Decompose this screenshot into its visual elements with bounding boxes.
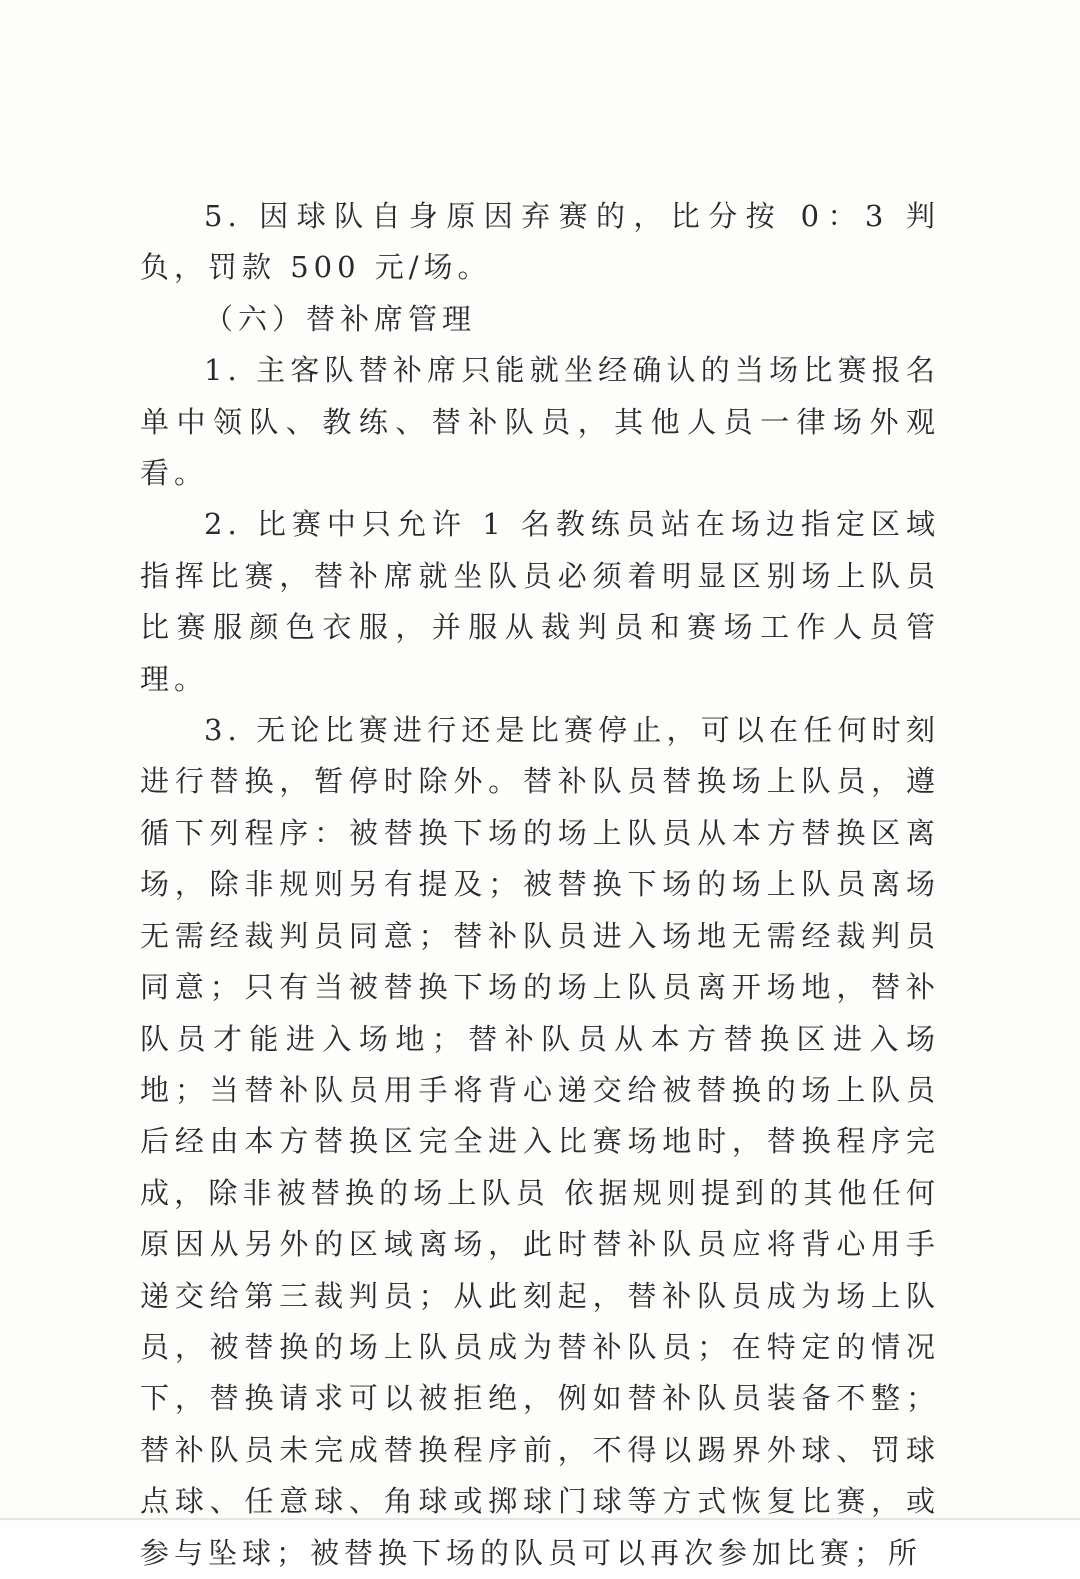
section-heading-bench-management: （六）替补席管理 bbox=[204, 301, 477, 336]
paragraph-forfeit-rule: 5. 因球队自身原因弃赛的，比分按 0：3 判负，罚款 500 元/场。 bbox=[140, 199, 940, 285]
document-body bbox=[140, 191, 940, 1579]
page-bottom-edge bbox=[0, 1518, 1080, 1520]
paragraph-substitution-procedure: 3. 无论比赛进行还是比赛停止，可以在任何时刻进行替换，暂停时除外。替补队员替换场上队员，遵循下列程序：被替换下场的场上队员从本方替换区离场，除非规则另有提及；被替换下场的场上队员离场无需经裁判员同意；替补队员进入场地无需经裁判员同意；只有当被替换下场的场上队员离开场地，替补队员才能进入场地；替补队员从本方替换区进入场地；当替补队员用手将背心递交给被替换的场上队员后经由本方替换区完全进入比赛场地时，替换程序完成，除非被替换的场上队员 依据规则提到的其他任何原因从另外的区域离场，此时替补队员应将背心用手递交给第三裁判员；从此刻起，替补队员成为场上队员，被替换的场上队员成为替补队员；在特定的情况下，替换请求可以被拒绝，例如替补队员装备不整；替补队员未完成替换程序前，不得以踢界外球、罚球点球、任意球、角球或掷球门球等方式恢复比赛，或参与坠球；被替换下场的队员可以再次参加比赛；所 bbox=[140, 713, 940, 1570]
paragraph-bench-seating: 1. 主客队替补席只能就坐经确认的当场比赛报名单中领队、教练、替补队员，其他人员一律场外观看。 bbox=[140, 353, 940, 491]
paragraph-coach-area: 2. 比赛中只允许 1 名教练员站在场边指定区域指挥比赛，替补席就坐队员必须着明显区别场上队员比赛服颜色衣服，并服从裁判员和赛场工作人员管理。 bbox=[140, 507, 940, 696]
